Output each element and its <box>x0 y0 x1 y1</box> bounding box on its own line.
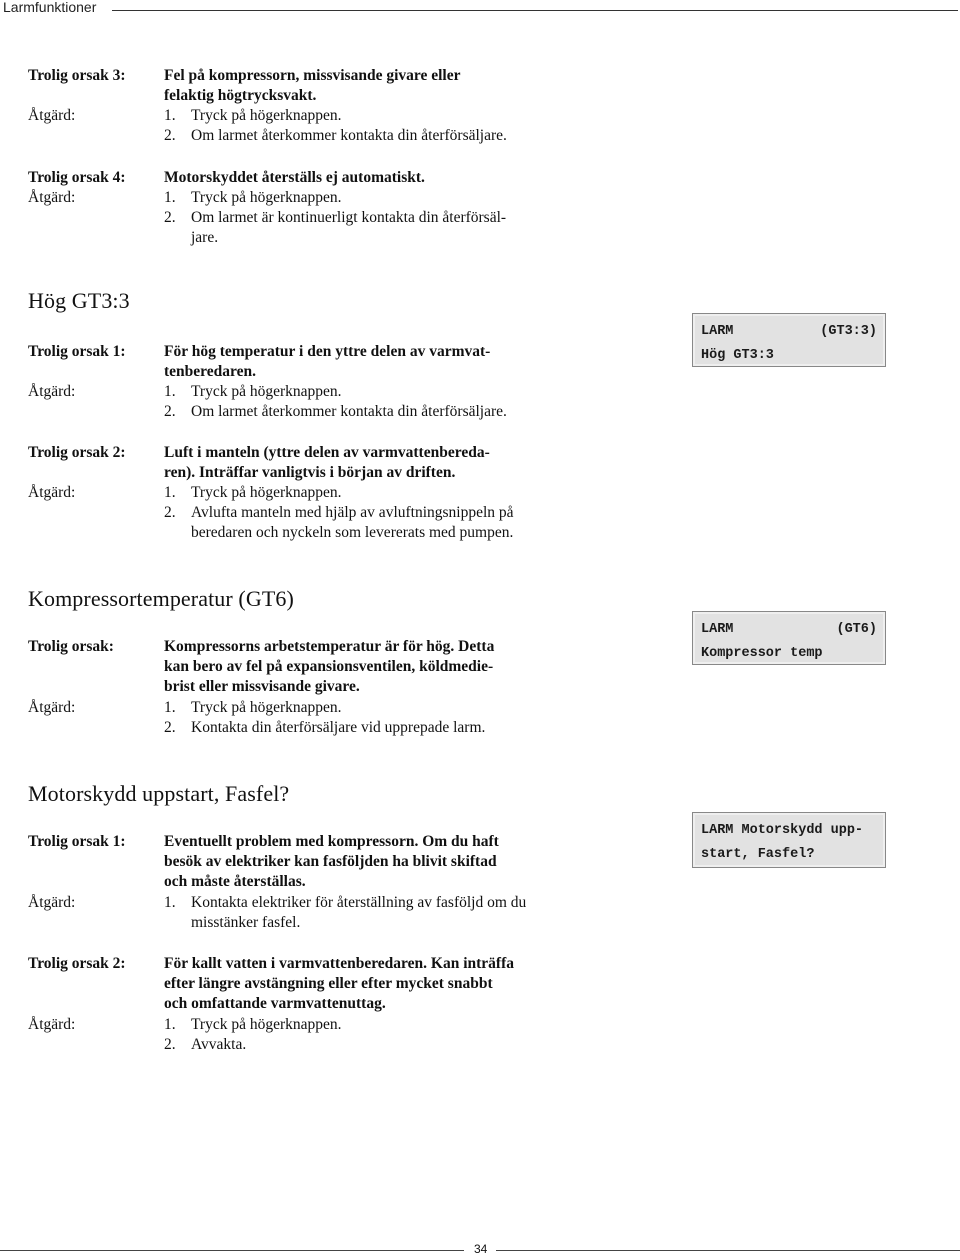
action-steps <box>164 1015 604 1055</box>
step-1 <box>164 106 604 126</box>
action-label: Åtgärd: <box>28 484 76 501</box>
section-heading-gt3: Hög GT3:3 <box>28 288 130 313</box>
cause-text <box>164 443 604 483</box>
step-1 <box>164 483 604 503</box>
step-2 <box>164 126 604 146</box>
action-label: Åtgärd: <box>28 894 76 911</box>
lcd-line-1 <box>701 320 877 344</box>
cause-label: Trolig orsak 3: <box>28 67 126 84</box>
step-1 <box>164 1015 604 1035</box>
step-text: Tryck på högerknappen. <box>191 699 342 716</box>
page-footer <box>0 1242 960 1258</box>
step-number: 2. <box>164 1036 176 1053</box>
step-number: 1. <box>164 1016 176 1033</box>
step-text: Tryck på högerknappen. <box>191 383 342 400</box>
action-label: Åtgärd: <box>28 107 76 124</box>
step-number: 1. <box>164 383 176 400</box>
lcd-line-1 <box>701 618 877 642</box>
cause-text <box>164 342 604 382</box>
page-number: 34 <box>474 1242 488 1256</box>
cause-label: Trolig orsak 4: <box>28 169 126 186</box>
step-text: Avvakta. <box>191 1036 247 1053</box>
step-number: 1. <box>164 894 176 911</box>
lcd-text: (GT3:3) <box>820 324 877 339</box>
footer-rule-right <box>496 1250 960 1251</box>
lcd-line-2: Kompressor temp <box>701 646 823 661</box>
action-steps <box>164 893 604 933</box>
cause-text-line: Eventuellt problem med kompressorn. Om du haft <box>164 833 499 850</box>
step-number: 1. <box>164 484 176 501</box>
lcd-text: LARM <box>701 324 734 339</box>
step-text-continued: beredaren och nyckeln som levererats med pumpen. <box>191 524 514 541</box>
step-text: Om larmet återkommer kontakta din återförsäljare. <box>191 403 507 420</box>
cause-text-line: Kompressorns arbetstemperatur är för hög. Detta <box>164 638 495 655</box>
cause-text-line: För hög temperatur i den yttre delen av varmvat- <box>164 343 491 360</box>
action-steps <box>164 106 604 146</box>
step-text-continued: jare. <box>191 229 219 246</box>
step-text: Tryck på högerknappen. <box>191 484 342 501</box>
step-number: 2. <box>164 719 176 736</box>
cause-label: Trolig orsak 1: <box>28 833 126 850</box>
cause-text <box>164 168 604 188</box>
step-text: Om larmet återkommer kontakta din återförsäljare. <box>191 127 507 144</box>
lcd-display-gt3 <box>692 313 886 367</box>
lcd-line-2: Hög GT3:3 <box>701 348 774 363</box>
step-text: Tryck på högerknappen. <box>191 107 342 124</box>
step-1 <box>164 698 604 718</box>
action-steps <box>164 382 604 422</box>
cause-label: Trolig orsak 1: <box>28 343 126 360</box>
cause-text <box>164 66 604 106</box>
cause-label: Trolig orsak: <box>28 638 114 655</box>
action-steps <box>164 188 604 248</box>
section-heading-motor: Motorskydd uppstart, Fasfel? <box>28 781 290 806</box>
step-number: 2. <box>164 127 176 144</box>
header-rule <box>112 10 958 11</box>
step-number: 2. <box>164 209 176 226</box>
action-steps <box>164 483 604 543</box>
lcd-line-2: start, Fasfel? <box>701 847 815 862</box>
cause-text-line: ren). Inträffar vanligtvis i början av driften. <box>164 464 456 481</box>
step-2 <box>164 402 604 422</box>
step-text: Tryck på högerknappen. <box>191 189 342 206</box>
cause-text-line: Luft i manteln (yttre delen av varmvattenbereda- <box>164 444 490 461</box>
lcd-line-1: LARM Motorskydd upp- <box>701 823 864 838</box>
step-text-continued: misstänker fasfel. <box>191 914 301 931</box>
step-2 <box>164 208 604 228</box>
cause-label: Trolig orsak 2: <box>28 955 126 972</box>
step-1 <box>164 188 604 208</box>
cause-text <box>164 832 604 892</box>
step-1 <box>164 382 604 402</box>
action-label: Åtgärd: <box>28 699 76 716</box>
action-label: Åtgärd: <box>28 383 76 400</box>
cause-text-line: och måste återställas. <box>164 873 306 890</box>
step-number: 2. <box>164 403 176 420</box>
cause-text-line: brist eller missvisande givare. <box>164 678 360 695</box>
step-number: 1. <box>164 107 176 124</box>
step-number: 1. <box>164 699 176 716</box>
action-label: Åtgärd: <box>28 1016 76 1033</box>
step-number: 2. <box>164 504 176 521</box>
step-text: Tryck på högerknappen. <box>191 1016 342 1033</box>
lcd-display-motor <box>692 812 886 868</box>
action-label: Åtgärd: <box>28 189 76 206</box>
lcd-text: LARM <box>701 622 734 637</box>
step-2 <box>164 718 604 738</box>
step-2 <box>164 503 604 523</box>
cause-label: Trolig orsak 2: <box>28 444 126 461</box>
cause-text-line: felaktig högtrycksvakt. <box>164 87 317 104</box>
cause-text-line: kan bero av fel på expansionsventilen, köldmedie- <box>164 658 494 675</box>
step-2 <box>164 1035 604 1055</box>
step-text: Kontakta din återförsäljare vid upprepade larm. <box>191 719 486 736</box>
cause-text-line: För kallt vatten i varmvattenberedaren. Kan inträffa <box>164 955 514 972</box>
lcd-text: (GT6) <box>836 622 877 637</box>
step-text: Om larmet är kontinuerligt kontakta din återförsäl- <box>191 209 507 226</box>
step-number: 1. <box>164 189 176 206</box>
cause-text-line: Motorskyddet återställs ej automatiskt. <box>164 169 425 186</box>
cause-text-line: besök av elektriker kan fasföljden ha blivit skiftad <box>164 853 497 870</box>
lcd-display-gt6 <box>692 611 886 665</box>
action-steps <box>164 698 604 738</box>
cause-text-line: och omfattande varmvattenuttag. <box>164 995 386 1012</box>
step-text: Avlufta manteln med hjälp av avluftningsnippeln på <box>191 504 514 521</box>
footer-rule-left <box>0 1250 464 1251</box>
cause-text <box>164 637 604 697</box>
section-heading-gt6: Kompressortemperatur (GT6) <box>28 586 294 611</box>
header-title: Larmfunktioner <box>3 0 97 15</box>
step-1 <box>164 893 604 913</box>
running-header <box>0 0 960 22</box>
cause-text-line: Fel på kompressorn, missvisande givare eller <box>164 67 461 84</box>
cause-text <box>164 954 604 1014</box>
cause-text-line: tenberedaren. <box>164 363 256 380</box>
cause-text-line: efter längre avstängning eller efter mycket snabbt <box>164 975 493 992</box>
step-text: Kontakta elektriker för återställning av fasföljd om du <box>191 894 527 911</box>
